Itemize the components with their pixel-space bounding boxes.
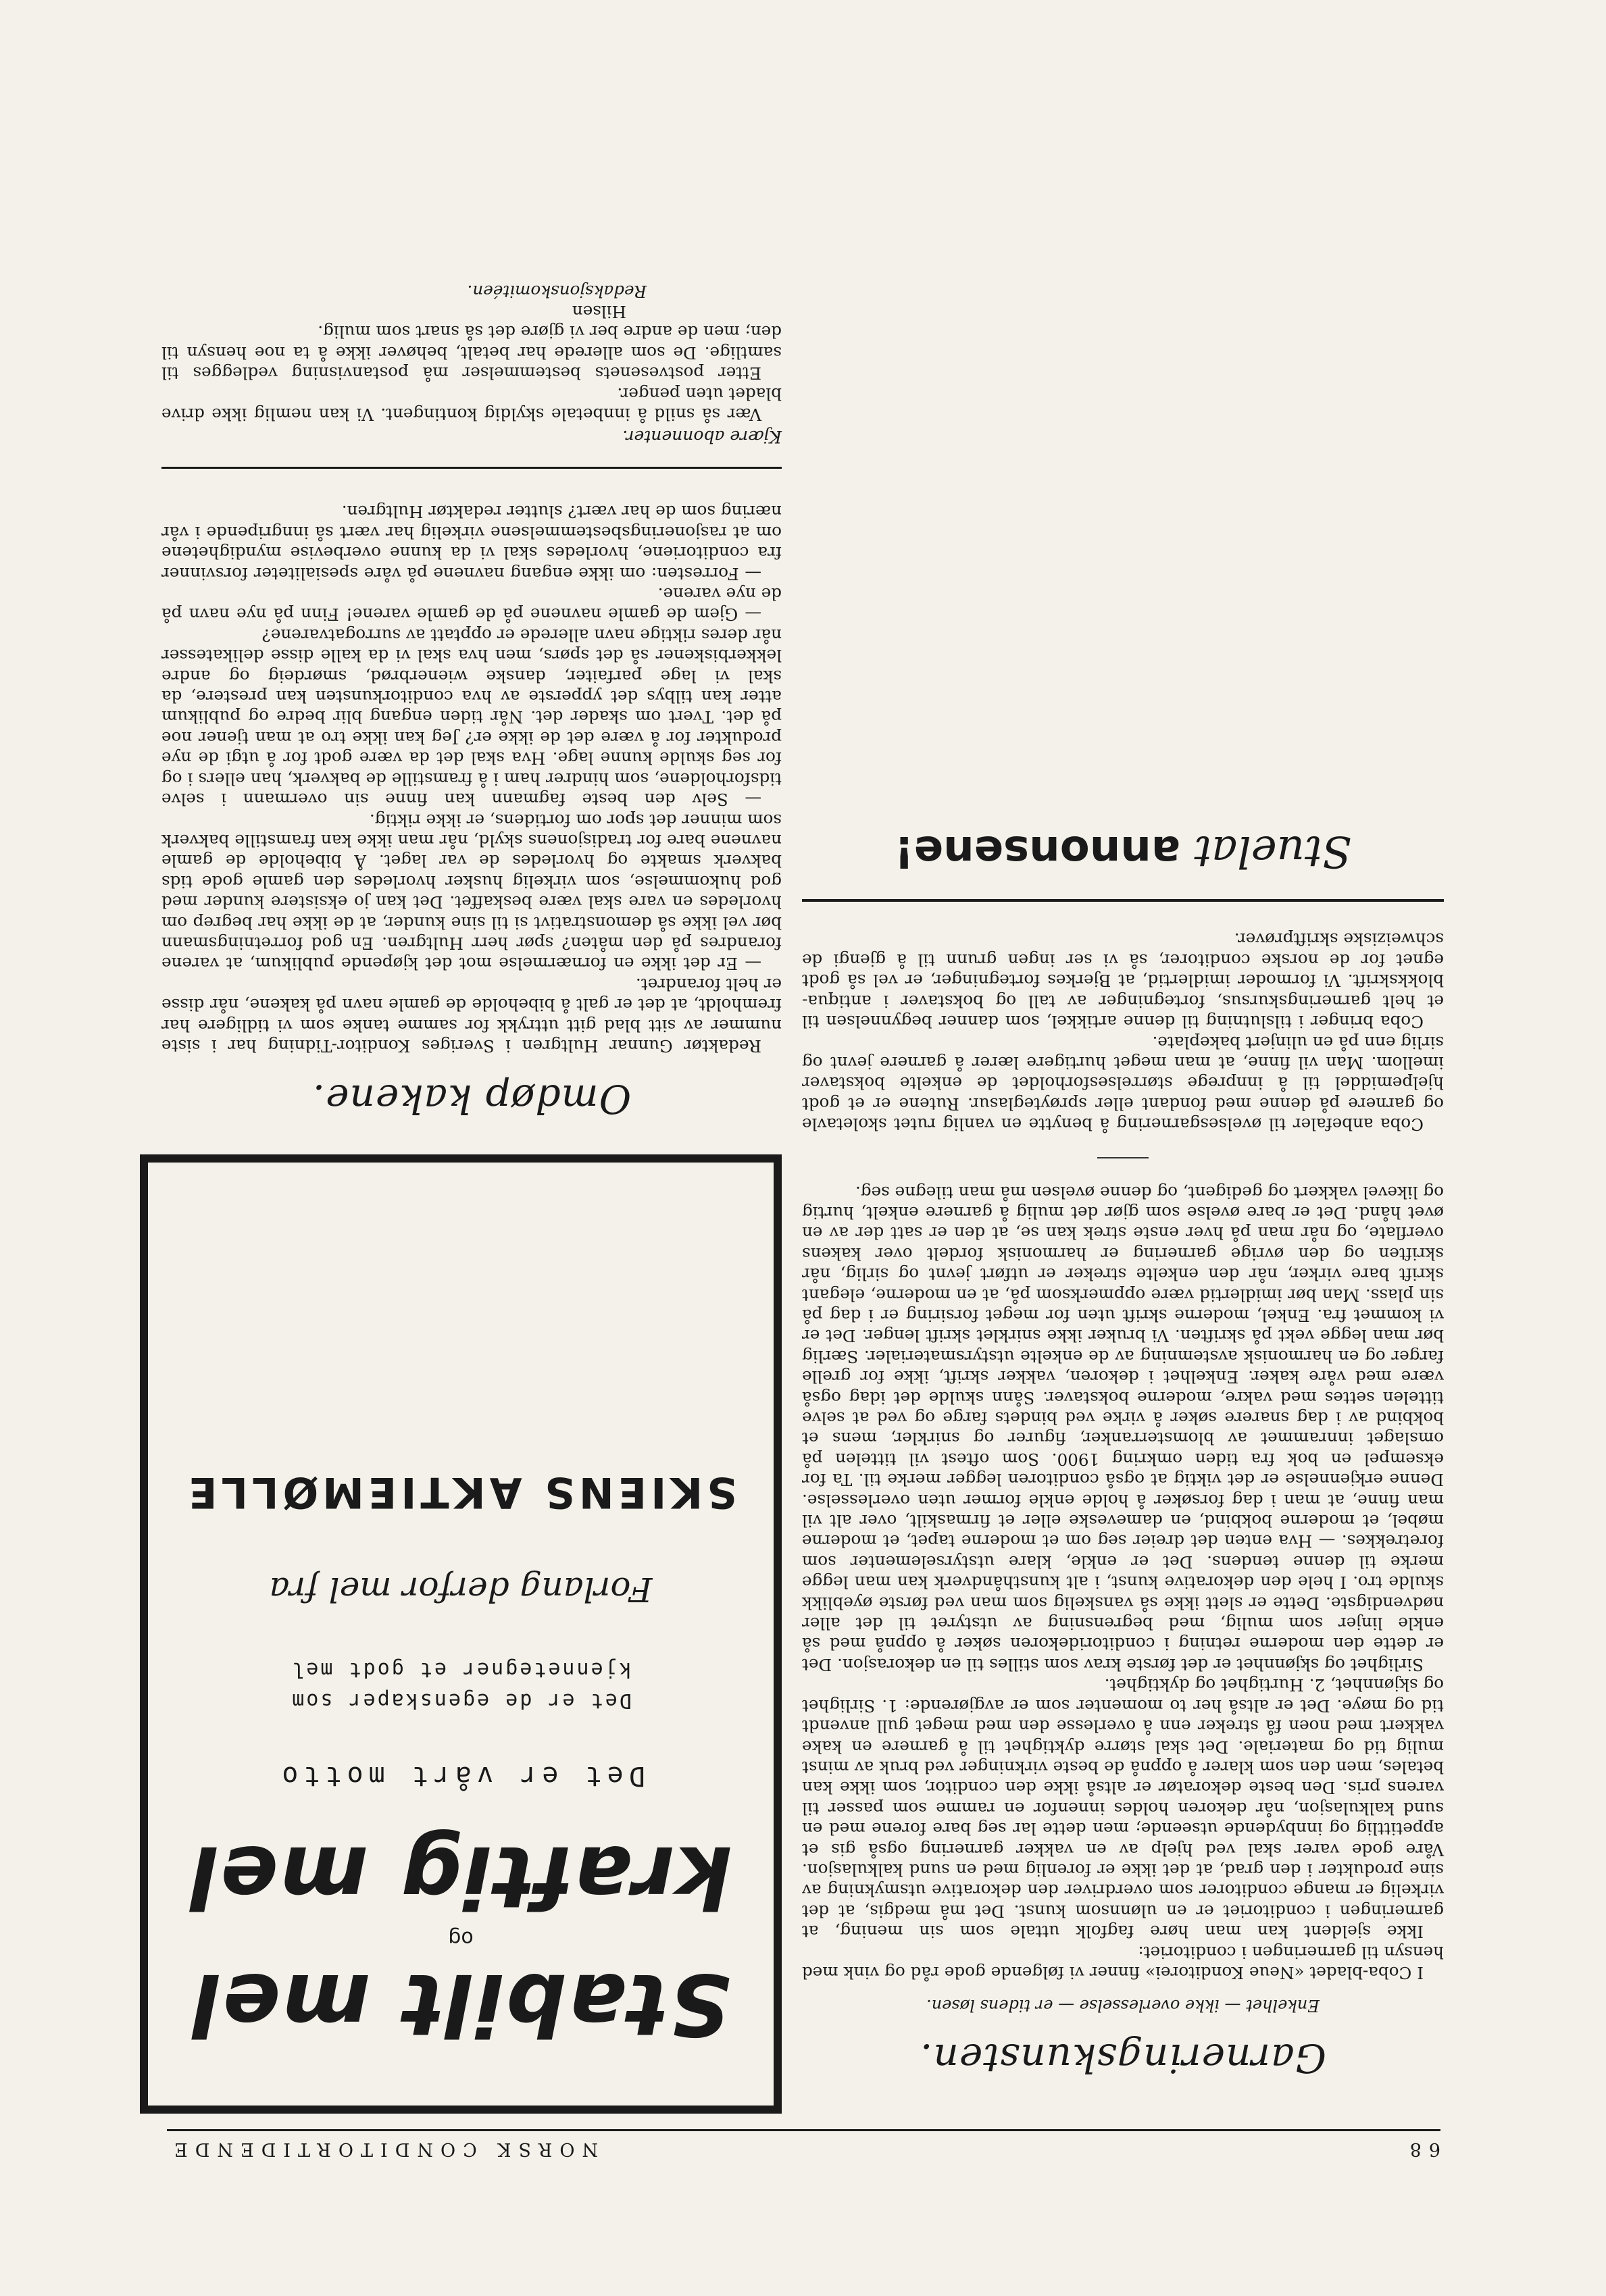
right-column [161, 280, 782, 2114]
ad-property-line-1: Det er de egenskaper som [290, 1689, 632, 1712]
stuelat-title-script: Stuelat [1194, 826, 1352, 877]
section-rule [161, 467, 782, 469]
article-body-omdop [161, 501, 782, 1056]
paragraph: Ikke sjeldent kan man høre fagfolk uttale som sin mening, at garneringen i conditoriet er en ulønnsom kunst. Det må medgis, at det virkelig er mange conditorer som overdriver den dekorative utsmykning av sine produkter i den grad, at det ikke er forenlig med en sund kalkulasjon. Våre gode varer skal ved hjelp av en vakker garnering også gis et appetittlig og innbydende utseende; men dette lar seg bare forene med en sund kalkulasjon, når dekoren holdes innenfor en ramme som passer til varens pris. Den beste dekoratør er altså ikke den conditor, som ikke kan betales, men den som klarer å oppnå de beste virkninger ved bruk av minst mulig tid og materiale. Det skal større dyktighet til å garnere en kake vakkert med noen få streker enn å overlesse den med meget gull anvendt tid og møye. Det er altså her to momenter som er avgjørende: 1. Sirlighet og skjønnhet, 2. Hurtighet og dyktighet. [802, 1675, 1444, 1942]
paragraph: — Selv den beste fagmann kan finne sin overmann i selve tidsforholdene, som hindrer ham i å framstille de bakverk, han ellers i og for seg skulde kunne lage. Hva skal det da være godt for å utgi de nye produkter for å være det de ikke er? Jeg kan ikke tro at man tjener noe på det. Tvert om skader det. Når tiden engang blir bedre og publikum atter kan tilbys det ypperste av hva conditorkunsten kan prestere, da skal vi lage parfaiter, danske wienerbrød, smørdeig og andre lekkerbiskener så det spørs, men hva skal vi da kalle disse delikatesser når deres riktige navn allerede er opptatt av surrogatvarene? [161, 625, 782, 810]
paragraph: Redaktør Gunnar Hultgren i Sveriges Konditor-Tidning har i siste nummer av sitt blad gitt uttrykk for samme tanke som vi tidligere har fremholdt, at det er galt å bibeholde de gamle navn på kakene, når disse er helt forandret. [161, 974, 782, 1056]
ad-brand-line-1: Stabilt mel [191, 1955, 731, 2054]
paragraph: Etter postvesenets bestemmelser må postanvisning vedlegges til samtlige. De som allerede har betalt, behøver ikke å ta noe hensyn til den; men de andre ber vi gjøre det så snart som mulig. [161, 322, 782, 384]
notice-signature: Redaksjonskomitéen. [467, 281, 647, 301]
ad-brand-line-2: kraftig mel [189, 1827, 733, 1927]
ad-conjunction: og [448, 1927, 474, 1950]
flour-advertisement [140, 1154, 782, 2114]
paragraph: Vær så snild å innbetale skyldig kontingent. Vi kan nemlig ikke drive bladet uten penger. [161, 384, 782, 425]
section-rule [802, 899, 1444, 902]
article-title-omdop: Omdøp kakene. [311, 1076, 632, 1122]
paragraph: I Coba-bladet «Neue Konditorei» finner vi følgende gode råd og vink med hensyn til garneringen i conditoriet: [802, 1942, 1444, 1983]
paragraph: — Er det ikke en fornærmelse mot det kjøpende publikum, at varene forandres på den måten? spør herr Hultgren. En god forretningsmann bør vel ikke så demonstrativt si til sine kunder, at de ikke har begrep om hvorledes en vare skal være beskaffet. Det kan jo eksistere kunder med god hukommelse, som virkelig husker hvorledes den gamle gode tids bakverk smakte og hvorledes de var laget. Å bibeholde de gamle navnene bare for tradisjonens skyld, når man ikke kan framstille bakverk som minner det spor om fortidens, er ikke riktig. [161, 810, 782, 974]
journal-title: NORSK CONDITORTIDENDE [167, 2139, 599, 2160]
stuelat-title-bold: annonsene! [894, 826, 1181, 877]
ad-property-line-2: kjennetegner et godt mel [290, 1658, 632, 1681]
article-body-garnering [802, 929, 1444, 1983]
notice-greeting: Hilsen [572, 302, 626, 322]
page-number: 68 [1402, 2139, 1440, 2160]
paragraph: — Gjem de gamle navnene på de gamle varene! Finn på nye navn på de nye varene. [161, 584, 782, 625]
stuelat-title [802, 826, 1444, 876]
article-lead-garnering: Enkelhet — ikke overlesselse — er tidens løsen. [926, 1996, 1320, 2015]
left-column [802, 826, 1444, 2114]
paragraph: Coba anbefaler til øvelsesgarnering å benytte en vanlig rutet skoletavle og garnere på denne med fondant eller sprøyteglasur. Rutene er et godt hjelpemiddel til å innprege størrelsesforholdet de enkelte bokstaver imellom. Man vil finne, at man meget hurtigere lærer å garnere jevnt og sirlig enn på en ulinjert bakeplate. [802, 1032, 1444, 1135]
notice-heading: Kjære abonnenter. [622, 427, 782, 447]
running-head [167, 2129, 1440, 2164]
paragraph: Coba bringer i tilslutning til denne artikkel, som danner begynnelsen til et helt garneringskursus, fortegninger av tall og bokstaver i antiqua-blokkskrift. Vi formoder imidlertid, at Bjerkes fortegninger, er vel så godt egnet for de norske conditorer, så vi ser ingen grunn til å gjengi de schweiziske skriftprøver. [802, 929, 1444, 1032]
paragraph: — Forresten: om ikke engang navnene på våre spesialiteter forsvinner fra conditoriene, hvorledes skal vi da kunne overbevise myndighetene om at rasjoneringsbestemmelsene virkelig har vært så inngripende i vår næring som de har vært? slutter redaktør Hultgren. [161, 502, 782, 584]
paragraph: Sirlighet og skjønnhet er det første krav som stilles til en dekorasjon. Det er dette den moderne retning i conditoridekoren søker å oppnå med så enkle linjer som mulig, med begrensning av utstyret til det aller nødvendigste. Dette er slett ikke så vanskelig som man ved første øyeblikk skulde tro. I hele den dekorative kunst, i alt kunsthåndverk kan man legge merke til denne tendens. Det er enkle, klare utstyrselementer som foretrekkes. — Hva enten det dreier seg om et moderne tapet, et moderne møbel, et moderne bokbind, en dameveske eller et firmaskilt, over alt vil man finne, at man i dag forsøker å holde enkle former uten overlesselse. Denne erkjennelse er det viktig at også conditoren legger merke til. Ta for eksempel en bok fra tiden omkring 1900. Som oftest vil tittelen på omslaget innrammet av blomsterranker, figurer og snirkler, mens et bokbind av i dag snarere søker å virke ved bindets farge og ved at selve tittelen settes med vakre, moderne bokstaver. Sånn skulde det idag også være med våre kaker. Enkelhet i dekoren, vakker skrift, ikke for grelle farger og en harmonisk avstemning av de enkelte utstyrsmaterialer. Særlig bør man legge vekt på skriften. Vi bruker ikke snirklet skrift lenger. Det er vi kommet fra. Enkel, moderne skrift uten for meget forsiring er i dag på sin plass. Man bør imidlertid være oppmerksom på, at en moderne, elegant skrift bare virker, når den enkelte streker er utført jevnt og sirlig, når skriften og den øvrige garnering er harmonisk fordelt over kakens overflate, og når man på hver enste strek kan se, at den er satt der av en øvet hånd. Det er bare øvelse som gjør det mulig å garnere enkelt, hurtig og likevel vakkert og gedigent, og denne øvelsen må man tilegne seg. [802, 1182, 1444, 1675]
ad-motto: Det er vårt motto [276, 1760, 645, 1791]
article-title-garnering: Garneringskunsten. [920, 2035, 1326, 2081]
section-separator [1097, 1157, 1149, 1158]
ad-mill-name: SKIENS AKTIEMØLLE [184, 1468, 737, 1517]
ad-demand: Forlang derfor mel fra [269, 1570, 653, 1609]
notice-body [161, 322, 782, 424]
